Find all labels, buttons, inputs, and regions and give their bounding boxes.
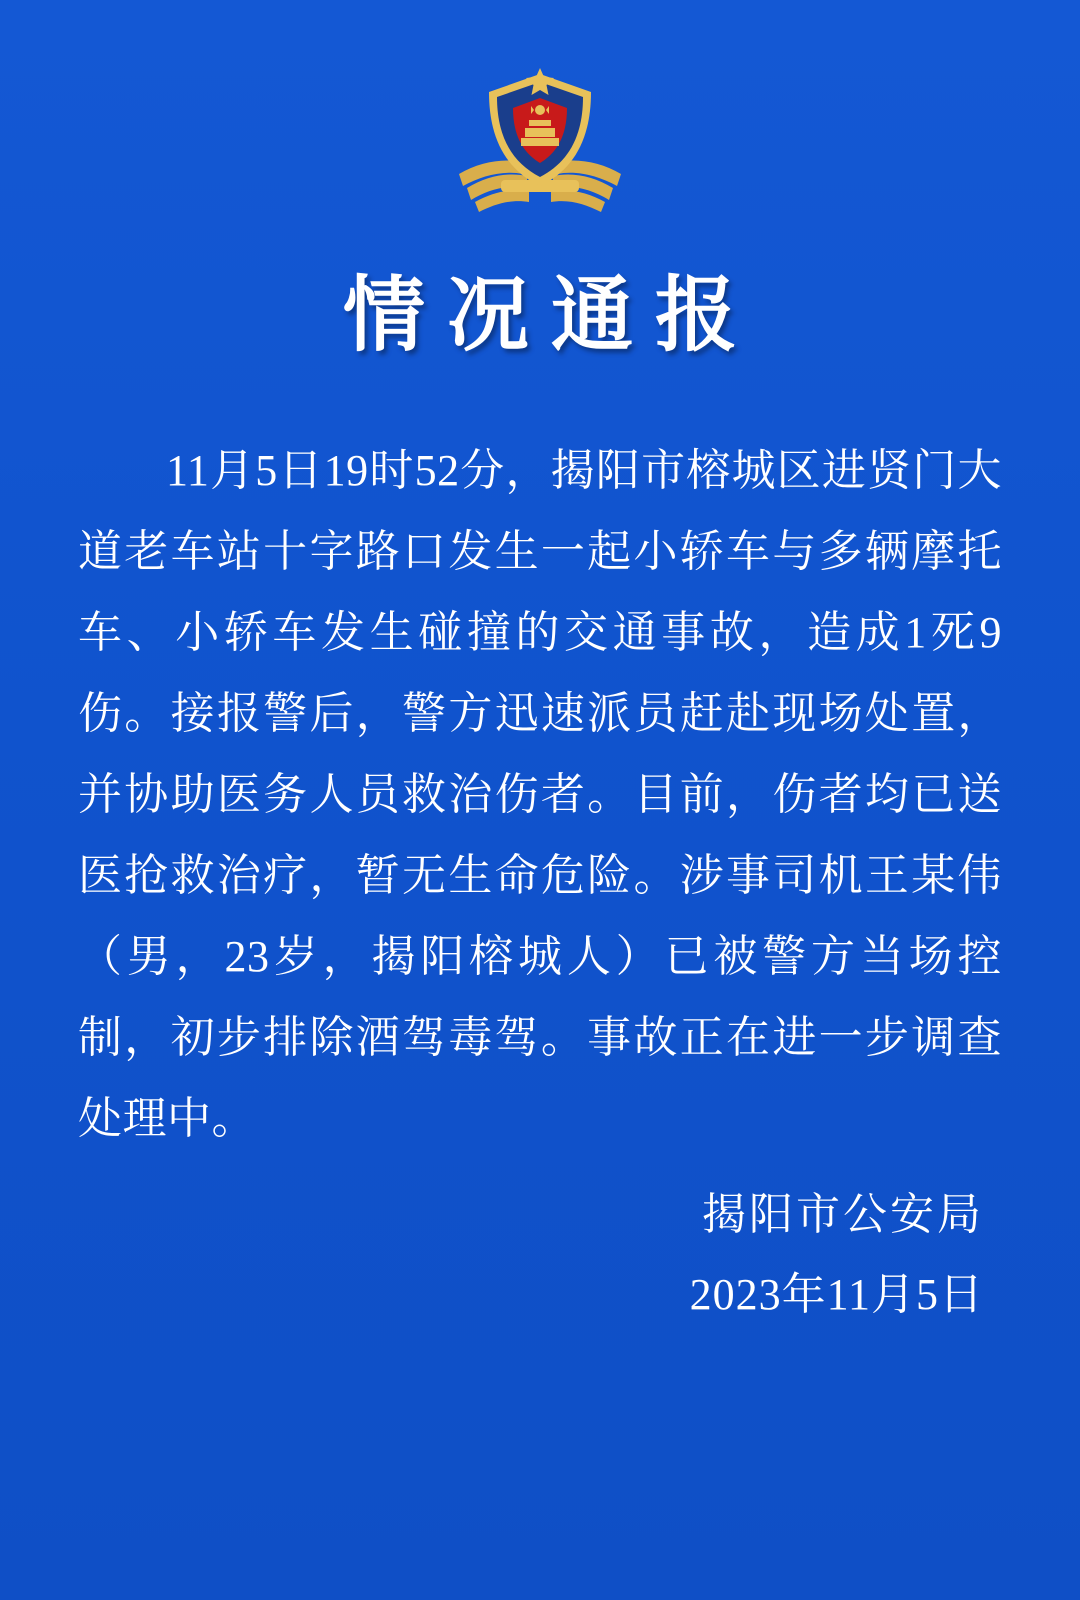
police-emblem-icon — [445, 62, 635, 222]
notice-body: 11月5日19时52分，揭阳市榕城区进贤门大道老车站十字路口发生一起小轿车与多辆摩托车、小轿车发生碰撞的交通事故，造成1死9伤。接报警后，警方迅速派员赶赴现场处置，并协助医务人员救治伤者。目前，伤者均已送医抢救治疗，暂无生命危险。涉事司机王某伟（男，23岁，揭阳榕城人）已被警方当场控制，初步排除酒驾毒驾。事故正在进一步调查处理中。 — [78, 446, 1002, 1143]
signature-date: 2023年11月5日 — [689, 1270, 984, 1319]
emblem-container — [0, 62, 1080, 222]
page-title: 情况通报 — [342, 270, 759, 361]
signature-organization: 揭阳市公安局 — [702, 1190, 984, 1239]
